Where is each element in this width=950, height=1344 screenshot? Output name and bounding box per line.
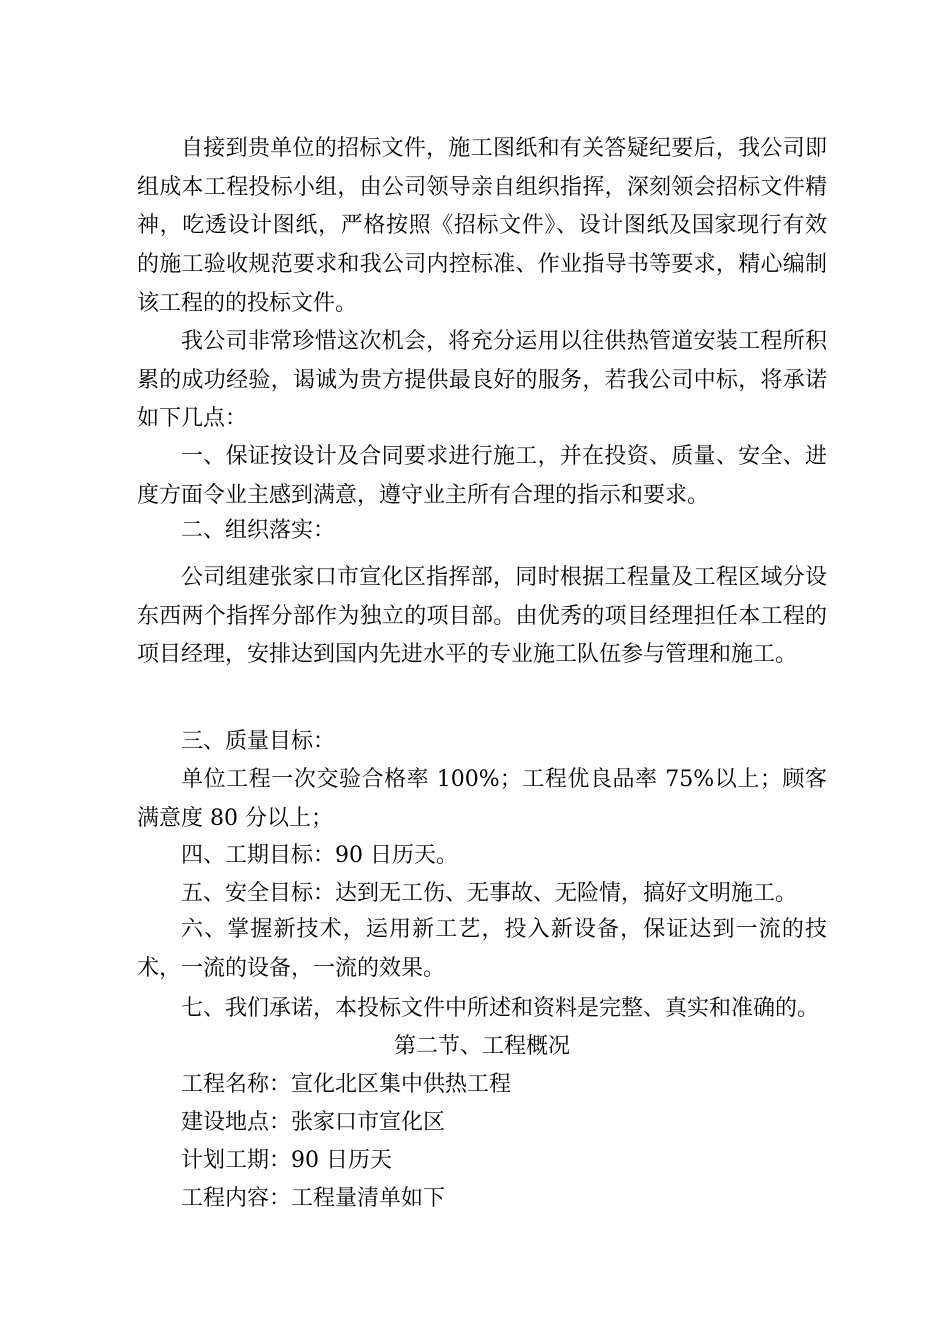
- point-3-title: 三、质量目标：: [181, 729, 336, 754]
- location-line: 建设地点：张家口市宣化区: [181, 1110, 446, 1135]
- point-4-line: 四、工期目标：90 日历天。: [181, 843, 458, 868]
- point-1-paragraph: 一、保证按设计及合同要求进行施工，并在投资、质量、安全、进度方面令业主感到满意，遵守业主所有合理的指示和要求。: [137, 444, 827, 508]
- content-line: 工程内容：工程量清单如下: [181, 1186, 446, 1211]
- point-3-body: 单位工程一次交验合格率 100%；工程优良品率 75%以上；顾客满意度 80 分以上；: [137, 767, 827, 831]
- point-2-body: 公司组建张家口市宣化区指挥部，同时根据工程量及工程区域分设东西两个指挥分部作为独立的项目部。由优秀的项目经理担任本工程的项目经理，安排达到国内先进水平的专业施工队伍参与管理和施工。: [137, 565, 827, 668]
- commitment-paragraph: 我公司非常珍惜这次机会，将充分运用以往供热管道安装工程所积累的成功经验，谒诚为贵方提供最良好的服务，若我公司中标，将承诺如下几点：: [137, 329, 827, 432]
- section-title: 第二节、工程概况: [393, 1034, 570, 1059]
- intro-paragraph: 自接到贵单位的招标文件，施工图纸和有关答疑纪要后，我公司即组成本工程投标小组，由公司领导亲自组织指挥，深刻领会招标文件精神，吃透设计图纸，严格按照《招标文件》、设计图纸及国家现行有效的施工验收规范要求和我公司内控标准、作业指导书等要求，精心编制该工程的的投标文件。: [137, 136, 827, 316]
- project-name-line: 工程名称：宣化北区集中供热工程: [181, 1072, 512, 1097]
- duration-line: 计划工期：90 日历天: [181, 1148, 392, 1173]
- point-5-line: 五、安全目标：达到无工伤、无事故、无险情，搞好文明施工。: [181, 881, 798, 906]
- point-2-title: 二、组织落实：: [181, 518, 336, 543]
- point-7-line: 七、我们承诺，本投标文件中所述和资料是完整、真实和准确的。: [181, 996, 820, 1021]
- point-6-paragraph: 六、掌握新技术，运用新工艺，投入新设备，保证达到一流的技术，一流的设备，一流的效果。: [137, 917, 827, 981]
